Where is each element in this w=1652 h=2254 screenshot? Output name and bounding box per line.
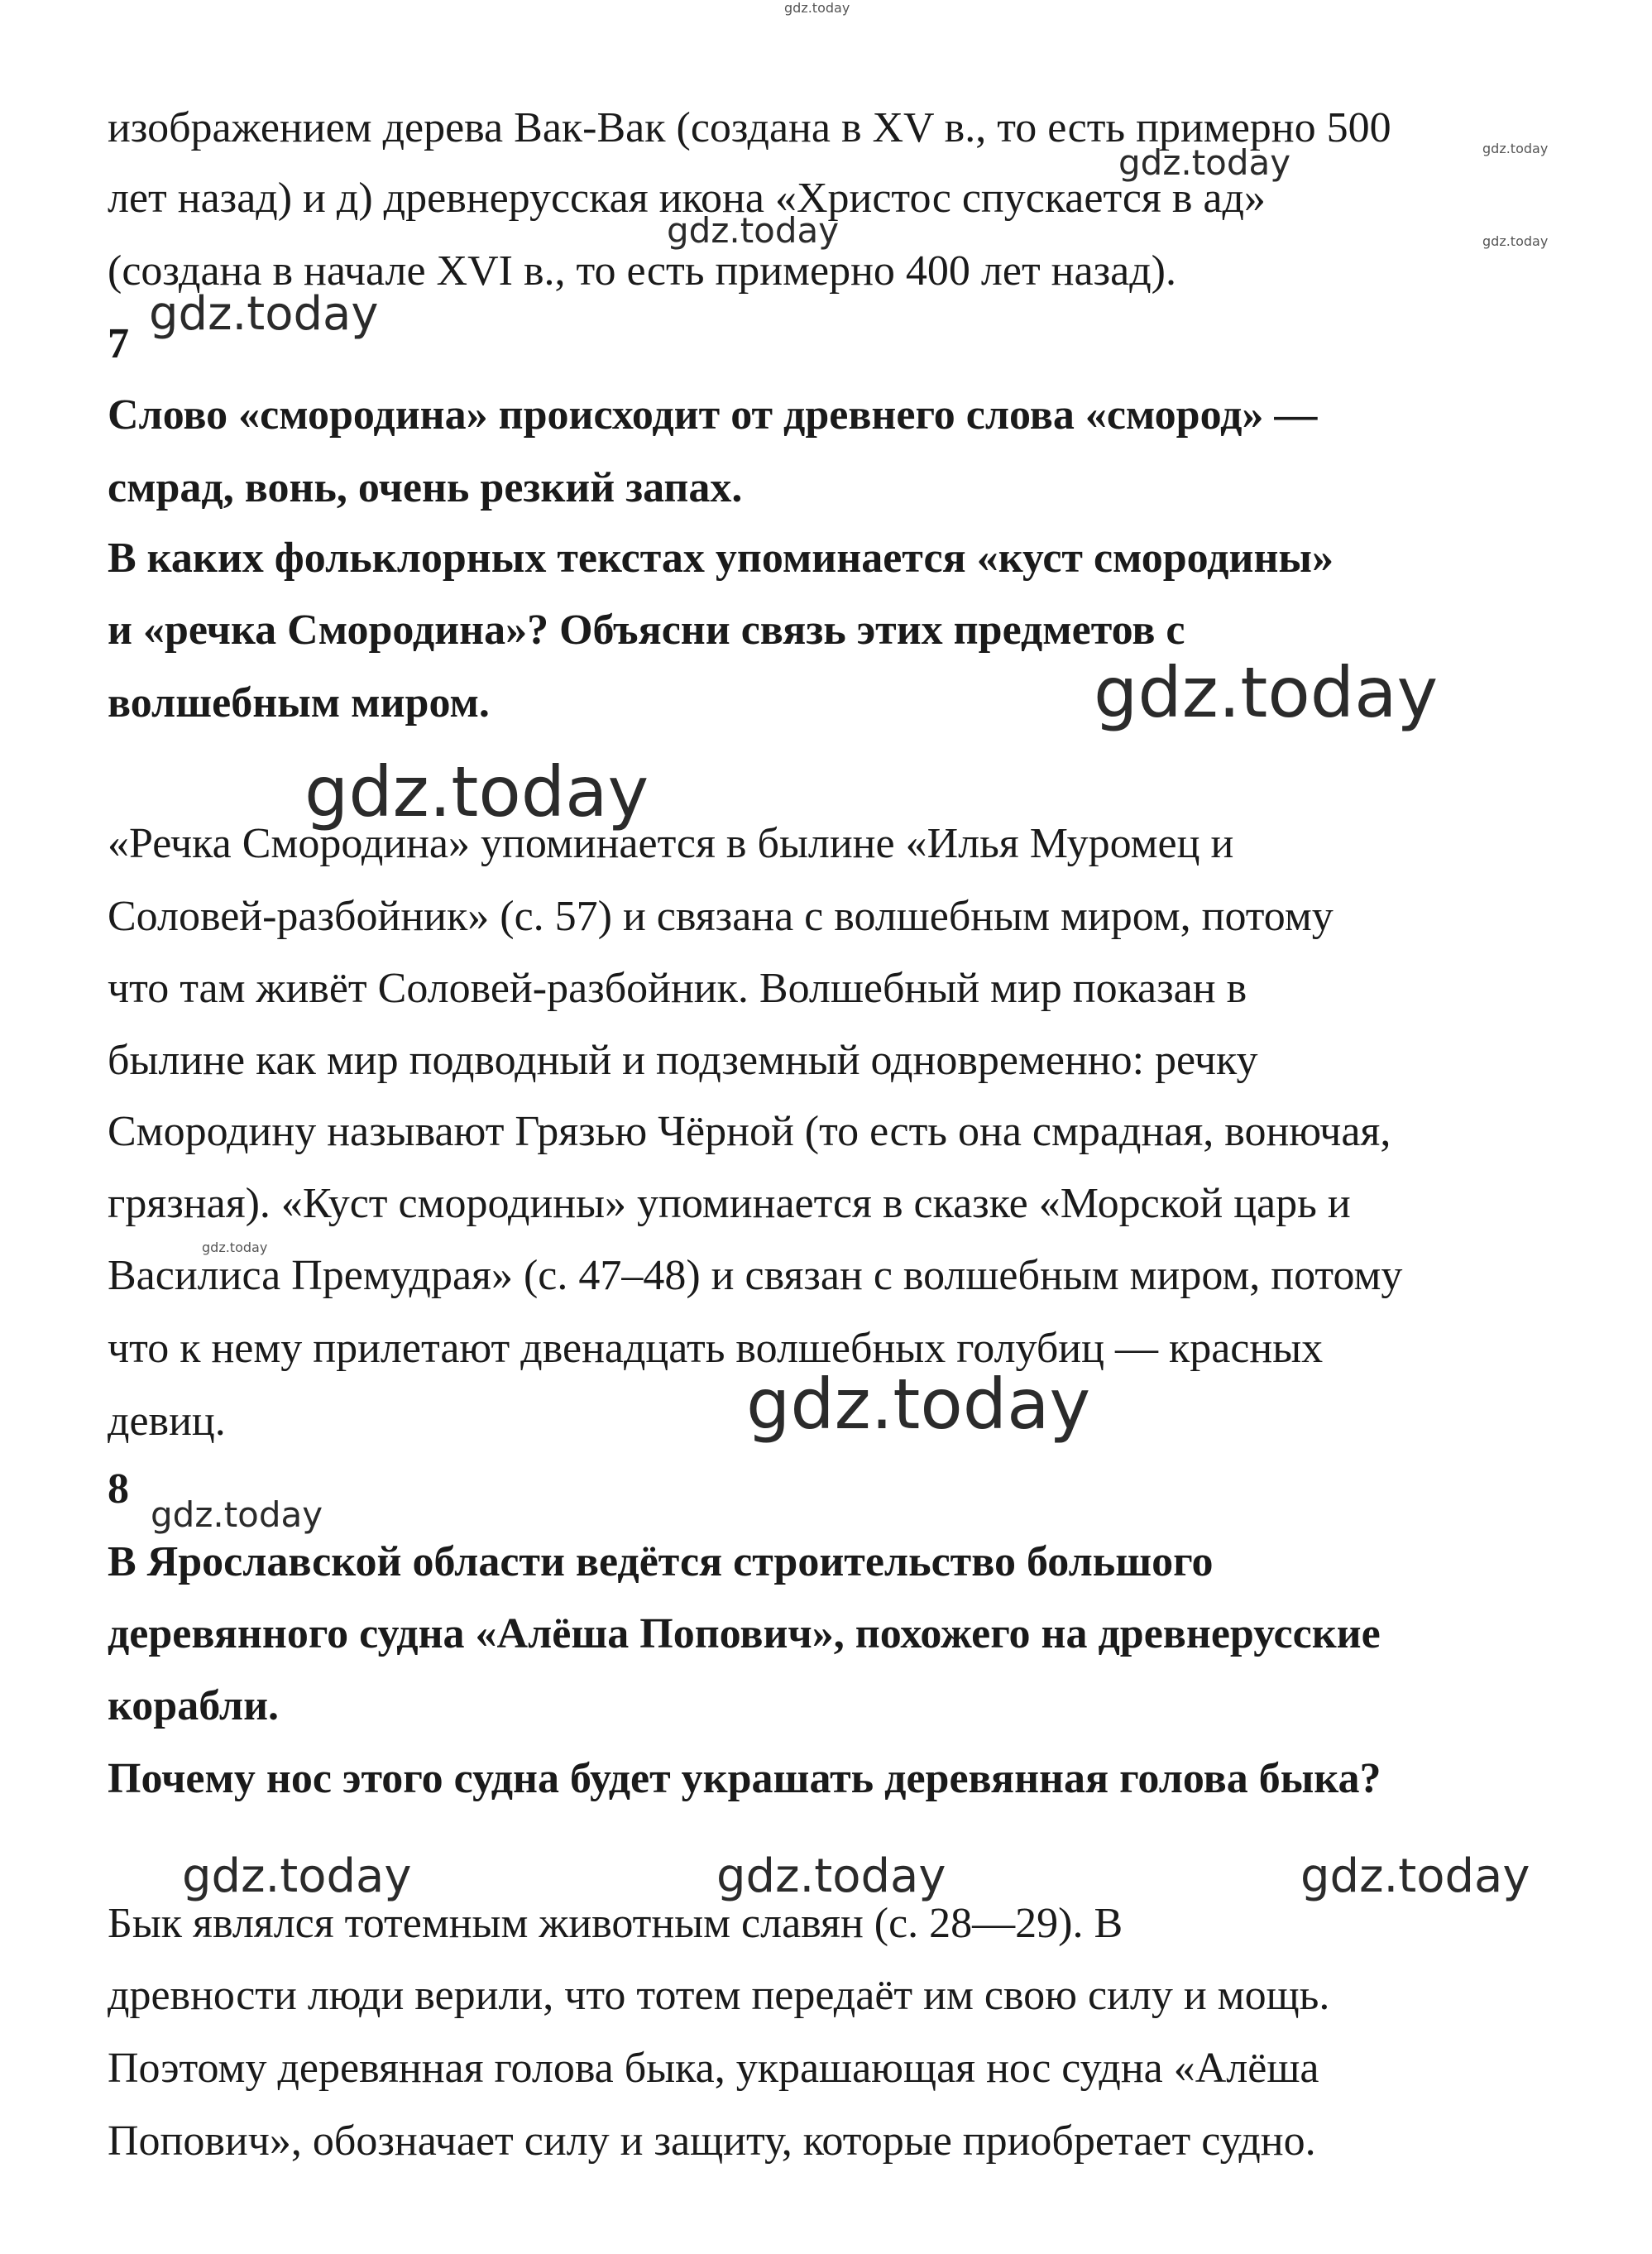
question-line: волшебным миром. [108,679,490,727]
answer-line: что к нему прилетают двенадцать волшебных голубиц — красных [108,1325,1324,1372]
answer-line: Соловей-разбойник» (с. 57) и связана с волшебным миром, потому [108,893,1334,940]
answer-line: Бык являлся тотемным животным славян (с. 28—29). В [108,1900,1123,1947]
question-line: деревянного судна «Алёша Попович», похожего на древнерусские [108,1610,1381,1657]
answer-line: девиц. [108,1398,226,1445]
answer-line: Поэтому деревянная голова быка, украшающая нос судна «Алёша [108,2045,1319,2092]
answer-line: древности люди верили, что тотем передаёт им свою силу и мощь. [108,1972,1330,2019]
watermark: gdz.today [182,1849,412,1903]
watermark: gdz.today [784,0,850,16]
watermark: gdz.today [1300,1849,1530,1903]
watermark: gdz.today [716,1849,946,1903]
task-number: 8 [108,1465,129,1513]
watermark: gdz.today [202,1240,268,1255]
question-line: Почему нос этого судна будет украшать деревянная голова быка? [108,1755,1381,1802]
task-number: 7 [108,320,129,367]
question-line: Слово «смородина» происходит от древнего слова «смород» — [108,391,1318,439]
watermark: gdz.today [1482,141,1549,156]
answer-line: грязная). «Куст смородины» упоминается в сказке «Морской царь и [108,1180,1351,1227]
question-line: корабли. [108,1682,280,1729]
question-line: В каких фольклорных текстах упоминается «куст смородины» [108,535,1334,582]
intro-line: изображением дерева Вак-Вак (создана в XV в., то есть примерно 500 [108,104,1391,151]
intro-line: лет назад) и д) древнерусская икона «Христос спускается в ад» [108,175,1266,222]
answer-line: Смородину называют Грязью Чёрной (то есть она смрадная, вонючая, [108,1108,1391,1155]
watermark: gdz.today [304,751,649,832]
watermark: gdz.today [1094,652,1439,733]
answer-line: «Речка Смородина» упоминается в былине «Илья Муромец и [108,820,1234,867]
watermark: gdz.today [1482,233,1549,249]
intro-line: (создана в начале XVI в., то есть примерно 400 лет назад). [108,247,1176,295]
answer-line: Попович», обозначает силу и защиту, которые приобретает судно. [108,2117,1316,2165]
watermark: gdz.today [151,1494,323,1535]
watermark: gdz.today [667,210,840,251]
answer-line: что там живёт Соловей-разбойник. Волшебный мир показан в [108,965,1247,1012]
watermark: gdz.today [149,287,379,341]
question-line: смрад, вонь, очень резкий запах. [108,464,743,511]
question-line: и «речка Смородина»? Объясни связь этих предметов с [108,607,1185,654]
answer-line: былине как мир подводный и подземный одновременно: речку [108,1037,1258,1084]
question-line: В Ярославской области ведётся строительство большого [108,1538,1214,1585]
answer-line: Василиса Премудрая» (с. 47–48) и связан с волшебным миром, потому [108,1252,1403,1299]
watermark: gdz.today [746,1364,1091,1445]
watermark: gdz.today [1118,142,1291,183]
